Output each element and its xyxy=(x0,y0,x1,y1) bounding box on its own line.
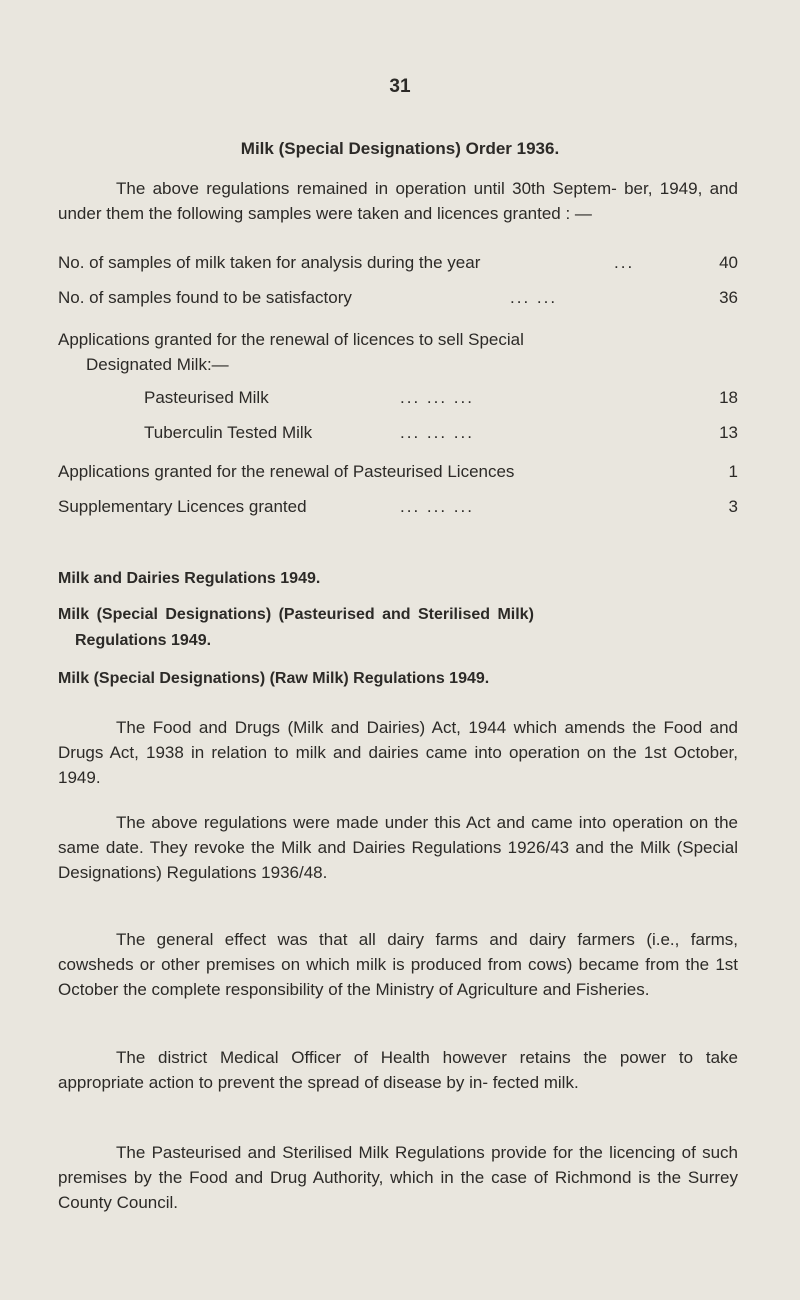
designated-row xyxy=(58,423,738,447)
regulations-title-2: Milk (Special Designations) (Pasteurised and Sterilised Milk) xyxy=(58,606,534,623)
designated-label: Pasteurised Milk xyxy=(144,388,269,407)
page-number: 31 xyxy=(389,76,411,97)
supplementary-row xyxy=(58,497,738,521)
body-paragraph: The above regulations were made under this Act and came into operation on the same date. They revoke the Milk and Dairies Regulations 1926/43 and the Milk (Special Designations) Regulations 1936/48. xyxy=(58,813,738,882)
renewal-row xyxy=(58,462,738,486)
renewal-label: Applications granted for the renewal of Pasteurised Licences xyxy=(58,462,515,481)
leader-dots: ... xyxy=(614,253,635,272)
stat-row xyxy=(58,288,738,312)
designated-value: 13 xyxy=(719,423,738,442)
stat-value: 36 xyxy=(719,288,738,307)
regulations-title-3: Milk (Special Designations) (Raw Milk) Regulations 1949. xyxy=(58,670,490,687)
regulations-heading: Milk and Dairies Regulations 1949. xyxy=(58,570,321,587)
stat-label: No. of samples of milk taken for analysis during the year xyxy=(58,253,481,272)
leader-dots: ... ... ... xyxy=(400,497,474,516)
stat-value: 40 xyxy=(719,253,738,272)
designated-label: Tuberculin Tested Milk xyxy=(144,423,313,442)
leader-dots: ... ... ... xyxy=(400,388,474,407)
renewal-value: 1 xyxy=(728,462,738,481)
applications-heading-cont: Designated Milk:— xyxy=(86,355,229,374)
regulations-title-2-cont: Regulations 1949. xyxy=(75,632,212,649)
intro-paragraph: The above regulations remained in operation until 30th Septem- ber, 1949, and under them the following samples were taken and licences granted : — xyxy=(58,179,738,223)
stat-label: No. of samples found to be satisfactory xyxy=(58,288,352,307)
section-heading: Milk (Special Designations) Order 1936. xyxy=(240,139,560,158)
stat-row xyxy=(58,253,738,277)
body-paragraph: The Food and Drugs (Milk and Dairies) Act, 1944 which amends the Food and Drugs Act, 1938 in relation to milk and dairies came into operation on the 1st October, 1949. xyxy=(58,718,738,787)
body-paragraph: The general effect was that all dairy farms and dairy farmers (i.e., farms, cowsheds or other premises on which milk is produced from cows) became from the 1st October the complete responsibility of the Ministry of Agriculture and Fisheries. xyxy=(58,930,738,999)
supplementary-label: Supplementary Licences granted xyxy=(58,497,307,516)
leader-dots: ... ... xyxy=(510,288,558,307)
body-paragraph: The district Medical Officer of Health however retains the power to take appropriate action to prevent the spread of disease by in- fected milk. xyxy=(58,1048,738,1092)
applications-heading: Applications granted for the renewal of licences to sell Special xyxy=(58,330,524,349)
designated-value: 18 xyxy=(719,388,738,407)
leader-dots: ... ... ... xyxy=(400,423,474,442)
designated-row xyxy=(58,388,738,412)
body-paragraph: The Pasteurised and Sterilised Milk Regulations provide for the licencing of such premises by the Food and Drug Authority, which in the case of Richmond is the Surrey County Council. xyxy=(58,1143,738,1212)
supplementary-value: 3 xyxy=(728,497,738,516)
